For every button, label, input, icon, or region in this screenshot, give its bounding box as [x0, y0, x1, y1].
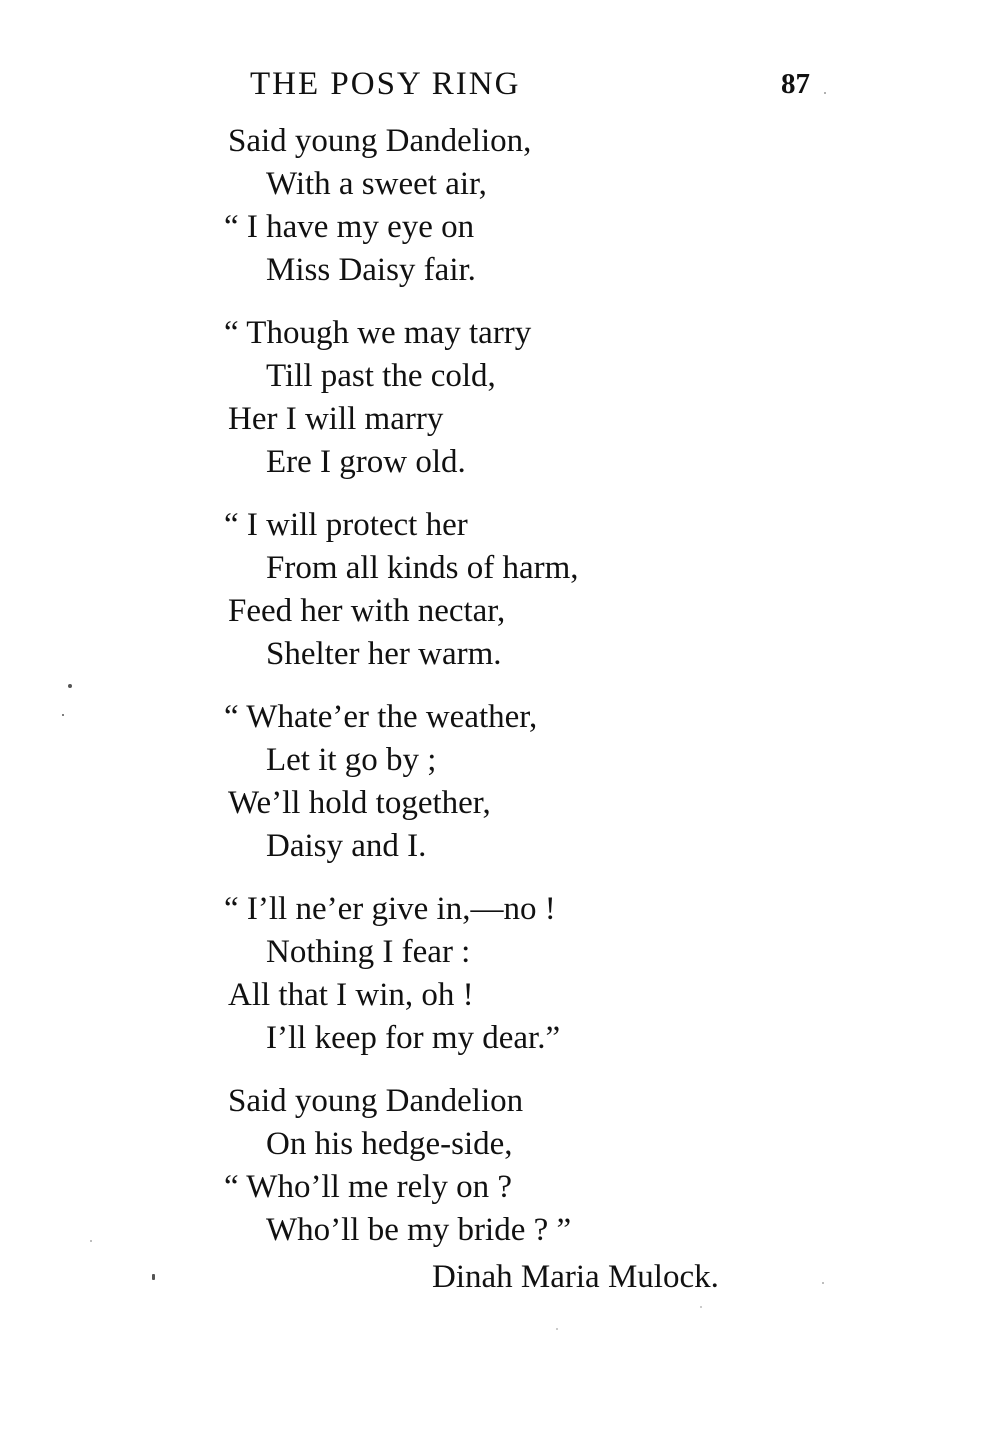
page-number: 87: [781, 68, 810, 100]
poem-line: Said young Dandelion: [228, 1083, 524, 1119]
poem-line: Let it go by ;: [266, 742, 437, 778]
running-head: [250, 62, 820, 106]
scan-speck: [152, 1274, 155, 1280]
stanza-6: [224, 1080, 868, 1252]
poem-line: I’ll keep for my dear.”: [266, 1020, 561, 1056]
poem-line: Her I will marry: [228, 401, 444, 437]
stanza-4: [224, 696, 868, 868]
scan-speck: [700, 1306, 702, 1308]
running-title: THE POSY RING: [250, 66, 521, 102]
poem-line: All that I win, oh !: [228, 977, 474, 1013]
poem-attribution: Dinah Maria Mulock.: [432, 1259, 719, 1295]
poem-line: Feed her with nectar,: [228, 593, 506, 629]
poem-line: Nothing I fear :: [266, 934, 471, 970]
poem-line: “ Who’ll me rely on ?: [224, 1169, 513, 1205]
poem-line: “ I will protect her: [224, 507, 468, 543]
stanza-1: [224, 120, 868, 292]
poem-line: Daisy and I.: [266, 828, 427, 864]
stanza-3: [224, 504, 868, 676]
stanza-2: [224, 312, 868, 484]
poem: [224, 120, 868, 1272]
poem-line: Ere I grow old.: [266, 444, 466, 480]
scan-speck: [822, 1282, 824, 1284]
poem-line: Who’ll be my bride ? ”: [266, 1212, 572, 1248]
poem-line: Till past the cold,: [266, 358, 496, 394]
poem-line: “ Though we may tarry: [224, 315, 532, 351]
poem-line: Shelter her warm.: [266, 636, 502, 672]
scan-speck: [824, 92, 826, 94]
poem-line: “ I’ll ne’er give in,—no !: [224, 891, 556, 927]
poem-line: From all kinds of harm,: [266, 550, 579, 586]
stanza-5: [224, 888, 868, 1060]
poem-line: On his hedge-side,: [266, 1126, 513, 1162]
scan-speck: [68, 684, 72, 688]
poem-line: We’ll hold together,: [228, 785, 491, 821]
poem-line: With a sweet air,: [266, 166, 487, 202]
scan-speck: [62, 714, 64, 716]
poem-line: Miss Daisy fair.: [266, 252, 476, 288]
scan-speck: [556, 1328, 558, 1330]
poem-line: “ I have my eye on: [224, 209, 475, 245]
poem-line: “ Whate’er the weather,: [224, 699, 538, 735]
scan-speck: [90, 1240, 92, 1242]
poem-line: Said young Dandelion,: [228, 123, 532, 159]
